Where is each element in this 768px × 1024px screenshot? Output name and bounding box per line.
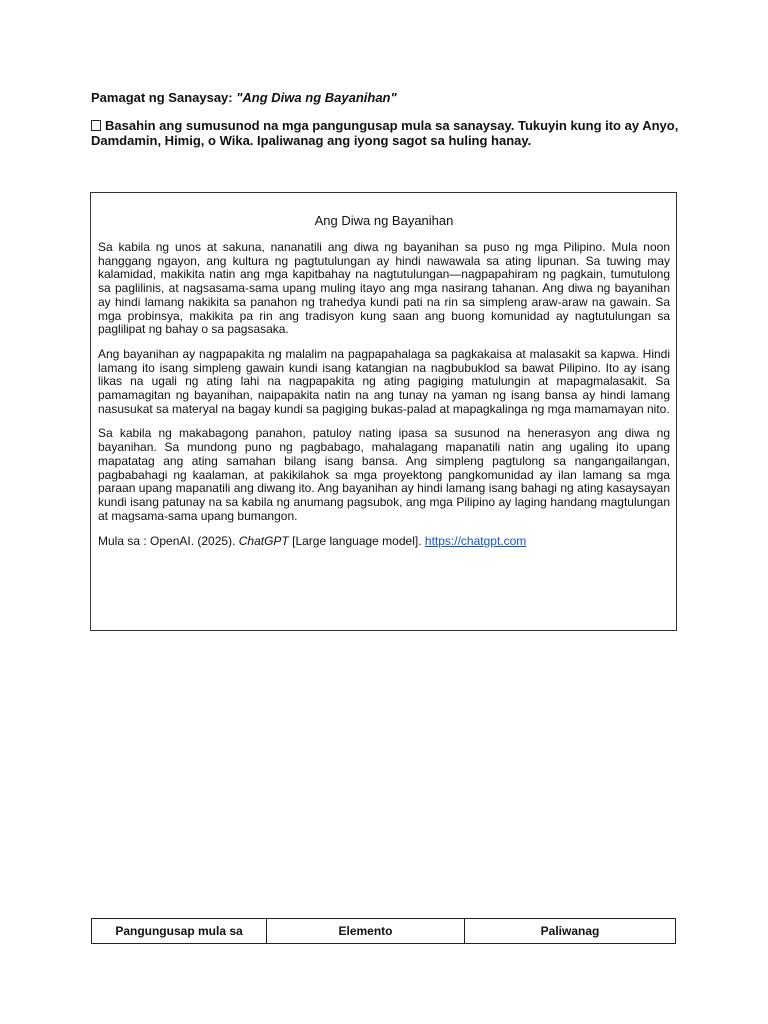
checkbox-icon — [91, 120, 101, 131]
essay-paragraph-3: Sa kabila ng makabagong panahon, patuloy nating ipasa sa susunod na henerasyon ang diwa ng bayanihan. Sa mundong puno ng pagbabago, mahalagang mapanatili natin ang ugaling ito upang mapatatag ang ating samahan bilang isang bansa. Ang simpleng pagtulong sa nangangailangan, pagbabahagi ng kaalaman, at pakikilahok sa mga proyektong pangkomunidad ay ilan lamang sa mga paraan upang mapanatili ang diwang ito. Ang bayanihan ay hindi lamang isang bahagi ng ating kasaysayan kundi isang patunay na sa kabila ng anumang pagsubok, ang mga Pilipino ay laging handang magtulungan at magsama-sama upang bumangon. — [98, 426, 670, 523]
essay-title: "Ang Diwa ng Bayanihan" — [236, 90, 397, 105]
source-citation — [98, 534, 670, 548]
source-prefix: Mula sa : OpenAI. (2025). — [98, 534, 236, 549]
header-pangungusap: Pangungusap mula sa — [92, 919, 267, 944]
essay-paragraph-2: Ang bayanihan ay nagpapakita ng malalim na pagpapahalaga sa pagkakaisa at malasakit sa kapwa. Hindi lamang ito isang simpleng gawain kundi isang katangian na nagbubuklod sa bawat Pilipino. Ito ay isang likas na ugali ng ating lahi na nagpapakita ng ating pagiging matulungin at mapagmalasakit. Sa pamamagitan ng bayanihan, naipapakita natin na ang tunay na yaman ng isang bansa ay hindi lamang nasusukat sa materyal na bagay kundi sa pagiging bukas-palad at mapagkalinga ng mga mamamayan nito. — [98, 346, 670, 416]
source-model: ChatGPT — [238, 534, 289, 549]
title-prefix: Pamagat ng Sanaysay: — [91, 90, 233, 105]
instruction-body: Basahin ang sumusunod na mga pangungusap mula sa sanaysay. Tukuyin kung ito ay Anyo, Damdamin, Himig, o Wika. Ipaliwanag ang iyong sagot sa huling hanay. — [91, 118, 679, 148]
table-header-row — [92, 919, 676, 944]
instruction-text — [91, 118, 681, 148]
answer-table — [91, 918, 676, 944]
essay-title-line — [91, 90, 397, 105]
source-link[interactable]: https://chatgpt.com — [424, 534, 527, 549]
header-elemento: Elemento — [267, 919, 465, 944]
essay-heading: Ang Diwa ng Bayanihan — [314, 213, 454, 228]
source-descriptor: [Large language model]. — [292, 534, 422, 549]
essay-box — [90, 192, 677, 631]
essay-paragraph-1: Sa kabila ng unos at sakuna, nananatili ang diwa ng bayanihan sa puso ng mga Pilipino. Mula noon hanggang ngayon, ang kultura ng pagtutulungan ay hindi nawawala sa ating lipunan. Sa tuwing may kalamidad, makikita natin ang mga kapitbahay na nagtutulungan—nagpapahiram ng pagkain, tumutulong sa paglilinis, at nagsasama-sama upang muling itayo ang mga nasirang tahanan. Ang diwa ng bayanihan ay hindi lamang nakikita sa panahon ng trahedya kundi pati na rin sa simpleng araw-araw na gawain. Sa mga probinsya, makikita pa rin ang tradisyon kung saan ang buong komunidad ay nagtutulungan sa paglilipat ng bahay o sa pagsasaka. — [98, 240, 670, 337]
header-paliwanag: Paliwanag — [465, 919, 676, 944]
